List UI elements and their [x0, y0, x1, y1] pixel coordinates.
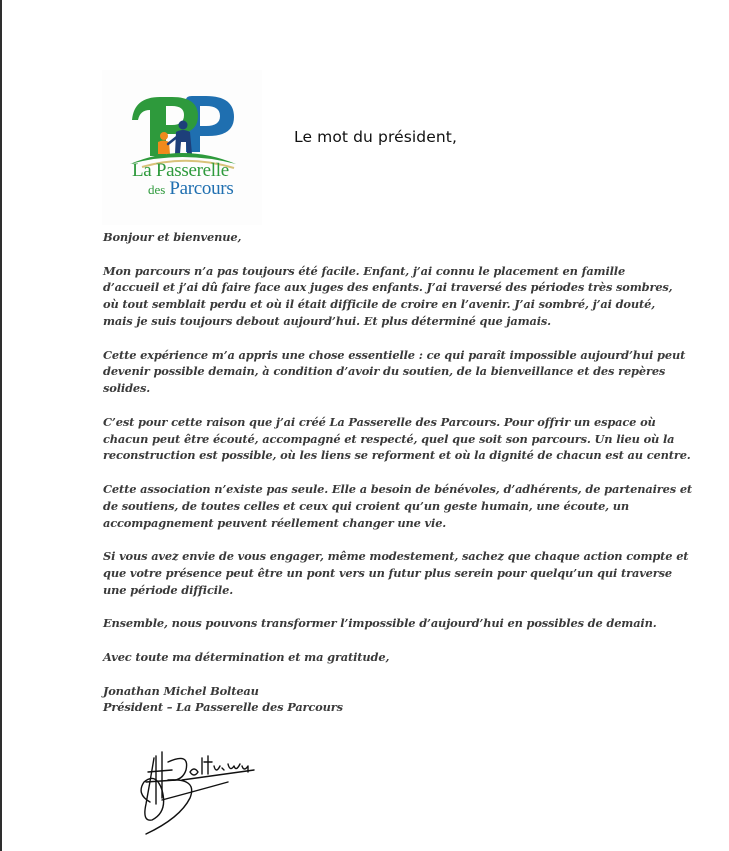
page-title: Le mot du président, [294, 128, 457, 146]
signature-icon [132, 742, 267, 837]
text-line: Mon parcours n’a pas toujours été facile. Enfant, j’ai connu le placement en famille [103, 263, 626, 278]
text-line: Cette association n’existe pas seule. Elle a besoin de bénévoles, d’adhérents, de partenaires et [103, 481, 693, 496]
passerelle-logo-icon [102, 70, 262, 225]
logo-text-parcours: Parcours [169, 178, 234, 199]
text-line: solides. [103, 381, 151, 396]
greeting: Bonjour et bienvenue, [103, 230, 242, 244]
text-line: C’est pour cette raison que j’ai créé La Passerelle des Parcours. Pour offrir un espace où [103, 414, 656, 429]
paragraph-5 [103, 548, 689, 598]
logo-text-line1: La Passerelle [132, 160, 229, 181]
letter-body [103, 229, 693, 716]
text-line: Cette expérience m’a appris une chose essentielle : ce qui paraît impossible aujourd’hui peut [103, 347, 686, 362]
text-line: une période difficile. [103, 582, 234, 597]
paragraph-2 [103, 347, 686, 397]
text-line: que votre présence peut être un pont vers un futur plus serein pour quelqu’un qui traverse [103, 565, 672, 580]
text-line: de soutiens, de toutes celles et ceux qui croient qu’un geste humain, une écoute, un [103, 498, 630, 513]
text-line: où tout semblait perdu et où il était difficile de croire en l’avenir. J’ai sombré, j’ai douté, [103, 297, 656, 312]
text-line: chacun peut être écouté, accompagné et respecté, quel que soit son parcours. Un lieu où la [103, 431, 675, 446]
closing-line: Avec toute ma détermination et ma gratitude, [103, 649, 390, 664]
signer-block [103, 683, 648, 717]
paragraph-1 [103, 263, 673, 330]
text-line: mais je suis toujours debout aujourd’hui. Et plus déterminé que jamais. [103, 313, 551, 328]
text-line: Si vous avez envie de vous engager, même modestement, sachez que chaque action compte et [103, 549, 689, 564]
text-line: reconstruction est possible, où les liens se reforment et où la dignité de chacun est au centre. [103, 448, 691, 463]
paragraph-6 [103, 615, 657, 632]
text-line: Ensemble, nous pouvons transformer l’impossible d’aujourd’hui en possibles de demain. [103, 616, 657, 631]
logo-text-des: des [148, 182, 166, 197]
handwritten-signature [132, 742, 267, 837]
signer-role: Président – La Passerelle des Parcours [103, 700, 343, 715]
signer-name: Jonathan Michel Bolteau [103, 683, 259, 698]
text-line: d’accueil et j’ai dû faire face aux juges des enfants. J’ai traversé des périodes très sombres, [103, 280, 673, 295]
text-line: accompagnement peuvent réellement changer une vie. [103, 515, 447, 530]
organization-logo [102, 70, 262, 225]
paragraph-3 [103, 414, 691, 464]
paragraph-4 [103, 481, 693, 531]
text-line: devenir possible demain, à condition d’avoir du soutien, de la bienveillance et des repères [103, 364, 666, 379]
